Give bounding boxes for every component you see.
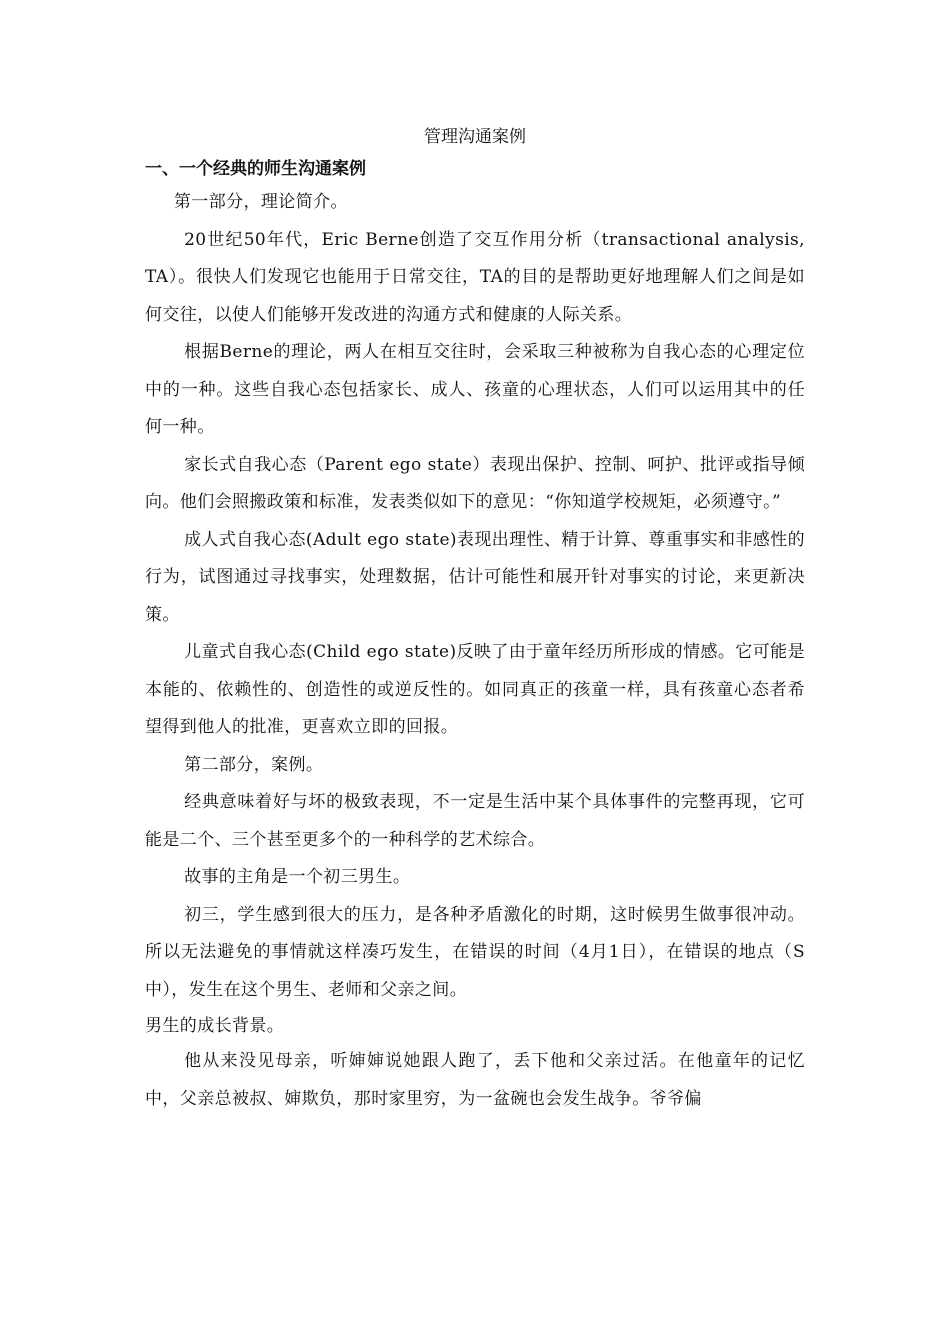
paragraph-part-two-label: 第二部分，案例。 bbox=[184, 754, 324, 775]
paragraph-protagonist: 故事的主角是一个初三男生。 bbox=[184, 867, 411, 887]
section-heading: 一、一个经典的师生沟通案例 bbox=[145, 159, 366, 179]
paragraph-adult-ego-state: 成人式自我心态(Adult ego state)表现出理性、精于计算、尊重事实和非感性的行为，试图通过寻找事实，处理数据，估计可能性和展开针对事实的讨论，来更新决策。 bbox=[145, 529, 805, 625]
paragraph-berne-theory: 根据Berne的理论，两人在相互交往时，会采取三种被称为自我心态的心理定位中的一种。这些自我心态包括家长、成人、孩童的心理状态，人们可以运用其中的任何一种。 bbox=[145, 342, 805, 437]
paragraph-ta-intro: 20世纪50年代，Eric Berne创造了交互作用分析（transactional analysis, TA）。很快人们发现它也能用于日常交往，TA的目的是帮助更好地理解人们之间是如何交往，以使人们能够开发改进的沟通方式和健康的人际关系。 bbox=[145, 229, 805, 325]
paragraph-grade-nine: 初三，学生感到很大的压力，是各种矛盾激化的时期，这时候男生做事很冲动。所以无法避免的事情就这样凑巧发生，在错误的时间（4月1日），在错误的地点（S中），发生在这个男生、老师和父亲之间。 bbox=[145, 904, 805, 1000]
paragraph-parent-ego-state: 家长式自我心态（Parent ego state）表现出保护、控制、呵护、批评或指导倾向。他们会照搬政策和标准，发表类似如下的意见：“你知道学校规矩，必须遵守。” bbox=[145, 454, 805, 512]
paragraph-part-one-label: 第一部分，理论简介。 bbox=[173, 192, 348, 212]
document-body bbox=[145, 122, 805, 1118]
paragraph-family-history: 他从来没见母亲，听婶婶说她跟人跑了，丢下他和父亲过活。在他童年的记忆中，父亲总被叔、婶欺负，那时家里穷，为一盆碗也会发生战争。爷爷偏 bbox=[145, 1051, 805, 1109]
paragraph-background-label: 男生的成长背景。 bbox=[145, 1016, 285, 1036]
paragraph-child-ego-state: 儿童式自我心态(Child ego state)反映了由于童年经历所形成的情感。它可能是本能的、依赖性的、创造性的或逆反性的。如同真正的孩童一样，具有孩童心态者希望得到他人的批准，更喜欢立即的回报。 bbox=[145, 642, 805, 737]
document-title: 管理沟通案例 bbox=[424, 127, 526, 147]
paragraph-classic-meaning: 经典意味着好与坏的极致表现，不一定是生活中某个具体事件的完整再现，它可能是二个、三个甚至更多个的一种科学的艺术综合。 bbox=[145, 792, 805, 850]
